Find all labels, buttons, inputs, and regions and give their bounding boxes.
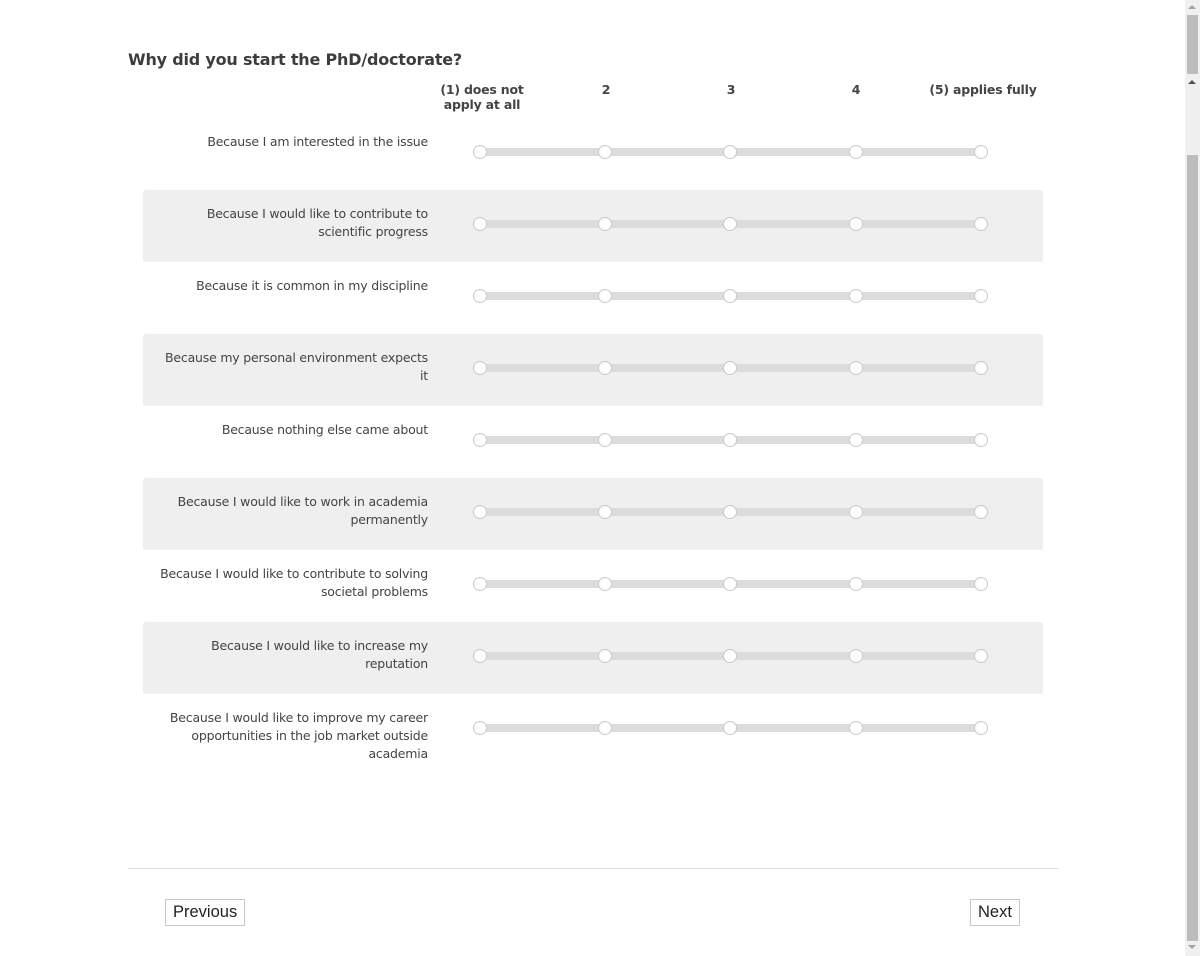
matrix-row [143, 334, 1043, 406]
radio-option-2[interactable] [598, 577, 612, 591]
matrix-row [143, 118, 1043, 190]
radio-option-1[interactable] [473, 721, 487, 735]
previous-button[interactable]: Previous [165, 899, 245, 926]
scrollbar-thumb-outer[interactable] [1187, 15, 1198, 74]
row-label: Because I would like to improve my career opportunities in the job market outside academia [169, 710, 428, 761]
likert-matrix [143, 118, 1043, 766]
radio-option-3[interactable] [723, 577, 737, 591]
scroll-down-arrow-icon[interactable] [1188, 945, 1196, 949]
matrix-row [143, 478, 1043, 550]
scale-label-2: 2 [601, 82, 611, 97]
row-label: Because I would like to contribute to solving societal problems [160, 566, 428, 599]
row-label: Because I would like to work in academia permanently [177, 494, 428, 527]
matrix-row [143, 550, 1043, 622]
radio-option-2[interactable] [598, 289, 612, 303]
row-label: Because nothing else came about [221, 422, 428, 437]
radio-option-1[interactable] [473, 145, 487, 159]
radio-option-4[interactable] [849, 145, 863, 159]
radio-option-4[interactable] [849, 505, 863, 519]
radio-option-1[interactable] [473, 361, 487, 375]
radio-option-2[interactable] [598, 505, 612, 519]
question-title: Why did you start the PhD/doctorate? [128, 50, 463, 69]
scrollbar-thumb[interactable] [1187, 155, 1198, 941]
vertical-scrollbar[interactable] [1185, 0, 1200, 956]
radio-option-2[interactable] [598, 433, 612, 447]
radio-option-3[interactable] [723, 721, 737, 735]
matrix-row [143, 190, 1043, 262]
scale-header [128, 82, 1058, 118]
radio-option-5[interactable] [974, 721, 988, 735]
radio-option-4[interactable] [849, 289, 863, 303]
row-label: Because I would like to increase my reputation [211, 638, 428, 671]
radio-option-3[interactable] [723, 217, 737, 231]
radio-option-3[interactable] [723, 145, 737, 159]
row-label: Because I am interested in the issue [207, 134, 428, 149]
radio-option-4[interactable] [849, 217, 863, 231]
radio-option-4[interactable] [849, 721, 863, 735]
radio-option-2[interactable] [598, 361, 612, 375]
row-label: Because my personal environment expects it [165, 350, 428, 383]
radio-option-3[interactable] [723, 289, 737, 303]
scale-label-4: 4 [851, 82, 861, 97]
radio-option-5[interactable] [974, 145, 988, 159]
matrix-row [143, 262, 1043, 334]
radio-option-4[interactable] [849, 433, 863, 447]
radio-option-1[interactable] [473, 217, 487, 231]
radio-option-5[interactable] [974, 577, 988, 591]
scale-label-1: (1) does not apply at all [440, 82, 524, 112]
radio-option-1[interactable] [473, 649, 487, 663]
row-label: Because it is common in my discipline [196, 278, 428, 293]
radio-option-5[interactable] [974, 289, 988, 303]
radio-option-1[interactable] [473, 289, 487, 303]
radio-option-5[interactable] [974, 505, 988, 519]
next-button[interactable]: Next [970, 899, 1020, 926]
row-label: Because I would like to contribute to scientific progress [206, 206, 428, 239]
radio-option-2[interactable] [598, 721, 612, 735]
radio-option-5[interactable] [974, 433, 988, 447]
matrix-row [143, 694, 1043, 766]
scroll-up-arrow-icon[interactable] [1188, 5, 1196, 9]
radio-option-3[interactable] [723, 649, 737, 663]
radio-option-2[interactable] [598, 145, 612, 159]
radio-option-3[interactable] [723, 361, 737, 375]
radio-option-5[interactable] [974, 217, 988, 231]
footer-divider [128, 868, 1058, 869]
radio-option-3[interactable] [723, 505, 737, 519]
radio-option-2[interactable] [598, 649, 612, 663]
scale-label-5: (5) applies fully [929, 82, 1037, 97]
radio-option-1[interactable] [473, 433, 487, 447]
matrix-row [143, 406, 1043, 478]
scale-label-3: 3 [726, 82, 736, 97]
radio-option-3[interactable] [723, 433, 737, 447]
radio-option-1[interactable] [473, 505, 487, 519]
scroll-up-arrow-icon-inner[interactable] [1188, 80, 1196, 84]
radio-option-2[interactable] [598, 217, 612, 231]
radio-option-4[interactable] [849, 649, 863, 663]
radio-option-5[interactable] [974, 649, 988, 663]
radio-option-5[interactable] [974, 361, 988, 375]
radio-option-4[interactable] [849, 361, 863, 375]
radio-option-1[interactable] [473, 577, 487, 591]
radio-option-4[interactable] [849, 577, 863, 591]
matrix-row [143, 622, 1043, 694]
